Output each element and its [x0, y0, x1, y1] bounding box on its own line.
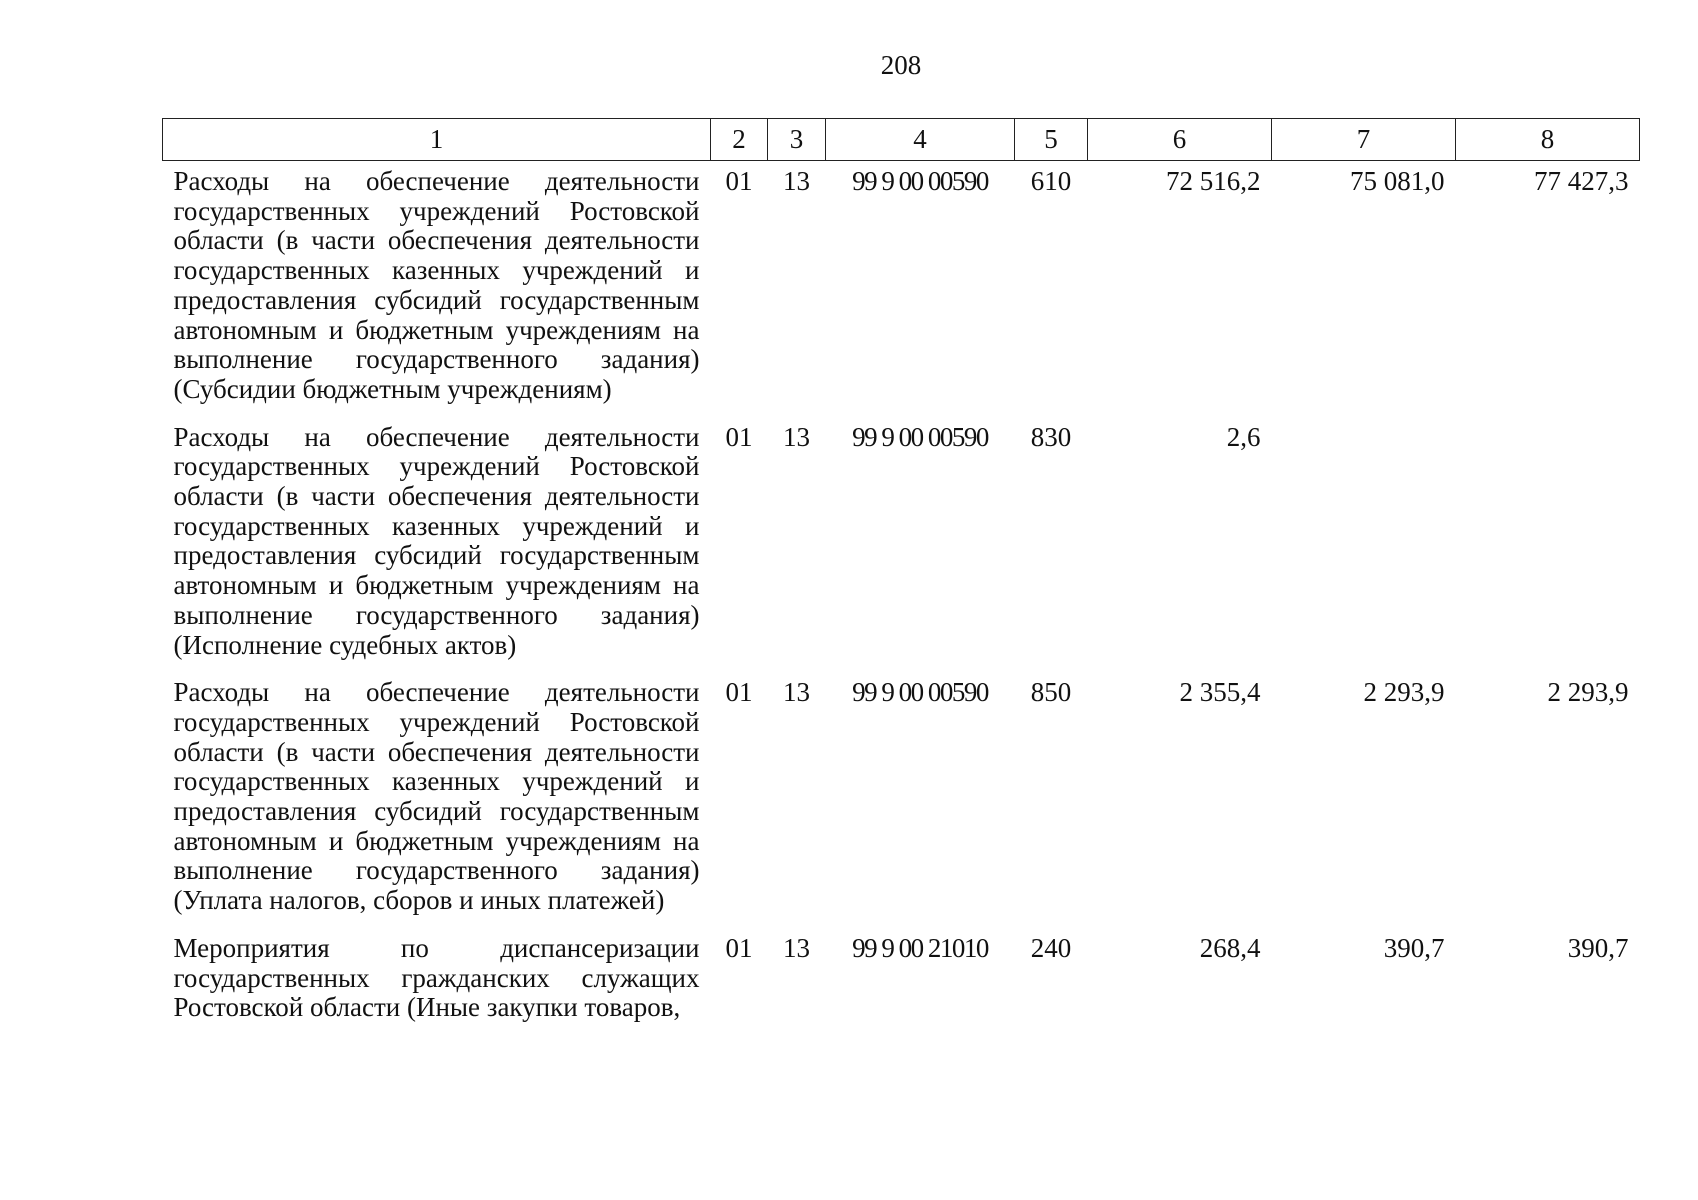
header-cell-2: 2	[711, 119, 768, 161]
section-code: 01	[725, 932, 753, 963]
header-cell-7: 7	[1272, 119, 1456, 161]
target-article-code: 99 9 00 00590	[852, 677, 988, 708]
table-header-row	[163, 119, 1640, 161]
amount-col-6: 72 516,2	[1166, 166, 1261, 196]
subsection-code: 13	[783, 166, 810, 196]
header-cell-8: 8	[1456, 119, 1640, 161]
expense-type-code: 830	[1030, 421, 1072, 452]
header-cell-5: 5	[1015, 119, 1088, 161]
amount-col-8: 390,7	[1567, 932, 1629, 963]
section-code: 01	[725, 166, 753, 196]
subsection-code: 13	[783, 932, 810, 963]
header-cell-6: 6	[1088, 119, 1272, 161]
target-article-code: 99 9 00 21010	[852, 932, 988, 963]
amount-col-7: 2 293,9	[1363, 677, 1445, 708]
budget-table	[162, 118, 1640, 1023]
amount-col-7: 390,7	[1383, 932, 1445, 963]
page-number: 208	[880, 50, 922, 80]
table-row	[163, 672, 1640, 928]
amount-col-6: 2,6	[1226, 421, 1261, 452]
header-cell-3: 3	[768, 119, 826, 161]
row-description: Расходы на обеспечение деятельности государственных учреждений Ростовской области (в части обеспечения деятельности государственных казенных учреждений и предоставления субсидий государственным автономным и бюджетным учреждениям на выполнение государственного задания) (Субсидии бюджетным учреждениям)	[173, 166, 700, 404]
target-article-code: 99 9 00 00590	[852, 166, 988, 196]
expense-type-code: 610	[1030, 166, 1072, 196]
header-cell-4: 4	[826, 119, 1015, 161]
expense-type-code: 240	[1030, 932, 1072, 963]
subsection-code: 13	[783, 677, 810, 708]
table-row	[163, 417, 1640, 673]
amount-col-6: 268,4	[1199, 932, 1261, 963]
header-cell-1: 1	[163, 119, 711, 161]
table-row	[163, 161, 1640, 417]
expense-type-code: 850	[1030, 677, 1072, 708]
section-code: 01	[725, 421, 753, 452]
section-code: 01	[725, 677, 753, 708]
amount-col-8: 2 293,9	[1547, 677, 1629, 708]
amount-col-6: 2 355,4	[1179, 677, 1261, 708]
row-description: Расходы на обеспечение деятельности государственных учреждений Ростовской области (в части обеспечения деятельности государственных казенных учреждений и предоставления субсидий государственным автономным и бюджетным учреждениям на выполнение государственного задания) (Уплата налогов, сборов и иных платежей)	[173, 677, 700, 916]
amount-col-8	[1456, 417, 1640, 673]
target-article-code: 99 9 00 00590	[852, 421, 988, 452]
row-description: Расходы на обеспечение деятельности государственных учреждений Ростовской области (в части обеспечения деятельности государственных казенных учреждений и предоставления субсидий государственным автономным и бюджетным учреждениям на выполнение государственного задания) (Исполнение судебных актов)	[173, 421, 700, 660]
subsection-code: 13	[783, 421, 810, 452]
row-description: Мероприятия по диспансеризации государственных гражданских служащих Ростовской области (Иные закупки товаров,	[173, 932, 700, 1023]
amount-col-8: 77 427,3	[1534, 166, 1629, 196]
table-row	[163, 928, 1640, 1023]
amount-col-7: 75 081,0	[1350, 166, 1445, 196]
amount-col-7	[1272, 417, 1456, 673]
